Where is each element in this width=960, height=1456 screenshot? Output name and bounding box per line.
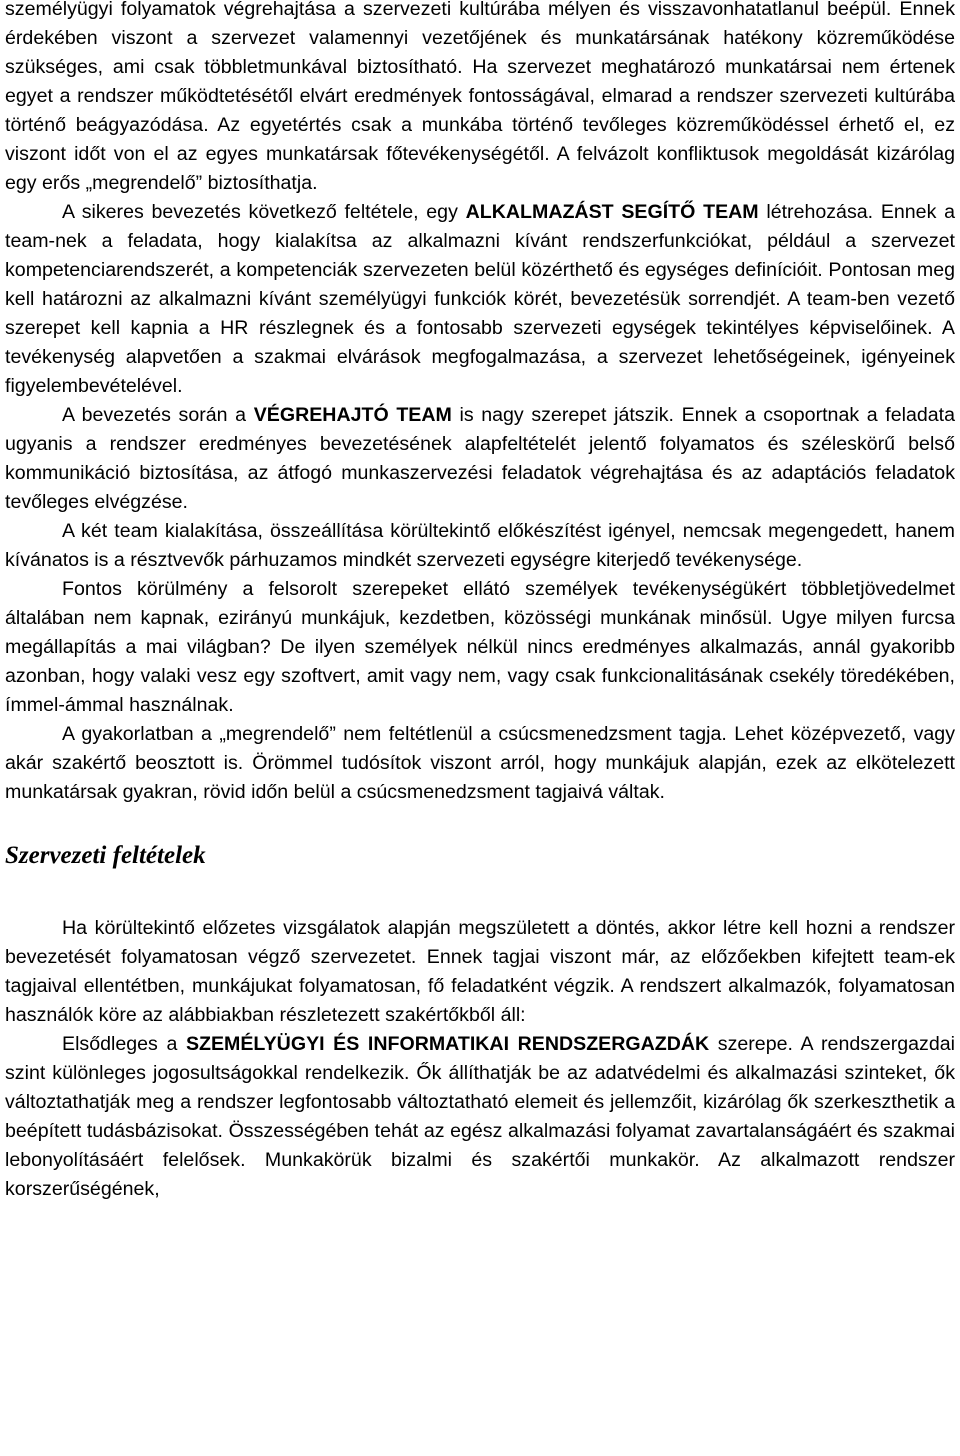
- paragraph-8-text-a: Elsődleges a: [62, 1033, 186, 1055]
- paragraph-4: [5, 517, 955, 575]
- paragraph-3-bold: VÉGREHAJTÓ TEAM: [253, 404, 452, 426]
- document-page: [5, 0, 955, 1204]
- paragraph-4-text: A két team kialakítása, összeállítása körültekintő előkészítést igényel, nemcsak megengedett, hanem kívánatos is a résztvevők párhuzamos mindkét szervezeti egységre kiterjedő tevékenysége.: [5, 520, 955, 571]
- paragraph-1-text: személyügyi folyamatok végrehajtása a szervezeti kultúrába mélyen és visszavonhatatlanul beépül. Ennek érdekében viszont a szervezet valamennyi vezetőjének és munkatársának hatékony közreműködése szükséges, ami csak többletmunkával biztosítható. Ha szervezet meghatározó munkatársai nem értenek egyet a rendszer működtetésétől elvárt eredmények fontosságával, elmarad a rendszer szervezeti kultúrába történő beágyazódása. Az egyetértés csak a munkába történő tevőleges közreműködéssel érhető el, ez viszont időt von el az egyes munkatársak főtevékenységétől. A felvázolt konfliktusok megoldását kizárólag egy erős „megrendelő” biztosíthatja.: [5, 0, 955, 194]
- paragraph-3-text-b: is nagy szerepet játszik. Ennek a csoportnak a feladata ugyanis a rendszer eredményes bevezetésének alapfeltételét jelentő folyamatos és széleskörű belső kommunikáció biztosítása, az átfogó munkaszervezési feladatok végrehajtása és az adaptációs feladatok tevőleges elvégzése.: [5, 404, 955, 513]
- paragraph-8-text-b: szerepe. A rendszergazdai szint különleges jogosultságokkal rendelkezik. Ők állíthatják be az adatvédelmi és alkalmazási szinteket, ők változtathatják meg a rendszer legfontosabb változtatható elemeit és jellemzőit, kizárólag ők szerkeszthetik a beépített tudásbázisokat. Összességében tehát az egész alkalmazási folyamat zavartalanságáért és szakmai lebonyolításáért felelősek. Munkakörük bizalmi és szakértői munkakör. Az alkalmazott rendszer korszerűségének,: [5, 1033, 956, 1200]
- paragraph-2: [5, 198, 955, 401]
- paragraph-8-bold: SZEMÉLYÜGYI ÉS INFORMATIKAI RENDSZERGAZDÁK: [185, 1033, 710, 1055]
- paragraph-2-text-a: A sikeres bevezetés következő feltétele, egy: [62, 201, 466, 223]
- paragraph-2-text-b: létrehozása. Ennek a team-nek a feladata, hogy kialakítsa az alkalmazni kívánt rendszerfunkciókat, például a szervezet kompetenciarendszerét, a kompetenciák szervezeten belül közérthető és egységes definícióit. Pontosan meg kell határozni az alkalmazni kívánt személyügyi funkciók körét, bevezetésük sorrendjét. A team-ben vezető szerepet kell kapnia a HR részlegnek és a fontosabb szervezeti egységek tekintélyes képviselőinek. A tevékenység alapvetően a szakmai elvárások megfogalmazása, a szervezet lehetőségeinek, igényeinek figyelembevételével.: [5, 201, 955, 397]
- paragraph-2-bold: ALKALMAZÁST SEGÍTŐ TEAM: [465, 201, 759, 223]
- paragraph-6: [5, 720, 955, 807]
- paragraph-7: [5, 914, 955, 1030]
- paragraph-7-text: Ha körültekintő előzetes vizsgálatok alapján megszületett a döntés, akkor létre kell hozni a rendszer bevezetését folyamatosan végző szervezetet. Ennek tagjai viszont már, az előzőekben kifejtett team-ek tagjaival ellentétben, munkájukat folyamatosan, fő feladatként végzik. A rendszert alkalmazók, folyamatosan használók köre az alábbiakban részletezett szakértőkből áll:: [5, 917, 955, 1026]
- paragraph-8: [5, 1030, 955, 1204]
- paragraph-1: [5, 0, 955, 198]
- paragraph-3-text-a: A bevezetés során a: [62, 404, 254, 426]
- paragraph-3: [5, 401, 955, 517]
- paragraph-5: [5, 575, 955, 720]
- section-heading: Szervezeti feltételek: [5, 842, 206, 869]
- paragraph-5-text: Fontos körülmény a felsorolt szerepeket ellátó személyek tevékenységükért többletjövedelmet általában nem kapnak, ezirányú munkájuk, kezdetben, közösségi munkának minősül. Ugye milyen furcsa megállapítás a mai világban? De ilyen személyek nélkül nincs eredményes alkalmazás, annál gyakoribb azonban, hogy valaki vesz egy szoftvert, amit vagy nem, vagy csak funkcionalitásának csekély töredékében, ímmel-ámmal használnak.: [5, 578, 955, 716]
- paragraph-6-text: A gyakorlatban a „megrendelő” nem feltétlenül a csúcsmenedzsment tagja. Lehet középvezető, vagy akár szakértő beosztott is. Örömmel tudósítok viszont arról, hogy munkájuk alapján, ezek az elkötelezett munkatársak gyakran, rövid időn belül a csúcsmenedzsment tagjaivá váltak.: [5, 723, 955, 803]
